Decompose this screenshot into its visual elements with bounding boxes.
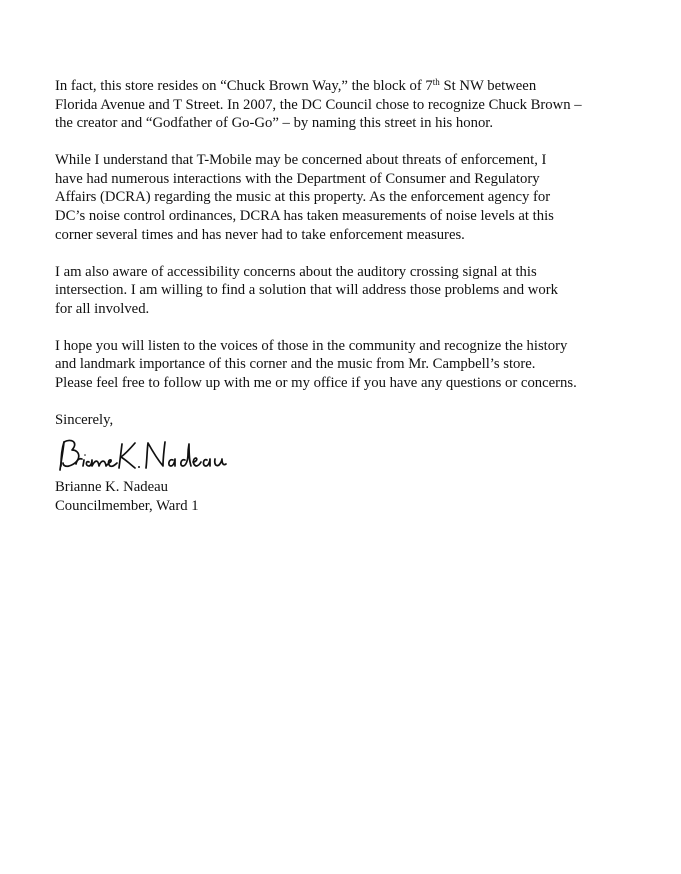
paragraph-enforcement xyxy=(55,151,655,244)
paragraph-line: I hope you will listen to the voices of those in the community and recognize the history xyxy=(55,337,568,354)
paragraph-text: In fact, this store resides on “Chuck Brown Way,” the block of 7 xyxy=(55,78,433,94)
paragraph-line: have had numerous interactions with the Department of Consumer and Regulatory xyxy=(55,170,540,187)
paragraph-line: and landmark importance of this corner and the music from Mr. Campbell’s store. xyxy=(55,356,536,373)
paragraph-request xyxy=(55,337,655,393)
closing-salutation: Sincerely, xyxy=(55,411,114,428)
paragraph-line: the creator and “Godfather of Go-Go” – by naming this street in his honor. xyxy=(55,115,494,132)
signature-block xyxy=(55,478,199,515)
paragraph-line: intersection. I am willing to find a solution that will address those problems and work xyxy=(55,282,558,299)
paragraph-line: Affairs (DCRA) regarding the music at this property. As the enforcement agency for xyxy=(55,189,551,206)
handwritten-signature xyxy=(55,436,245,478)
paragraph-line: corner several times and has never had to take enforcement measures. xyxy=(55,226,465,243)
paragraph-text: St NW between xyxy=(439,78,537,94)
paragraph-chuck-brown-way xyxy=(55,77,655,133)
signer-name: Brianne K. Nadeau xyxy=(55,479,168,495)
paragraph-line: While I understand that T-Mobile may be concerned about threats of enforcement, I xyxy=(55,152,547,169)
letter-body xyxy=(55,77,655,429)
signer-title: Councilmember, Ward 1 xyxy=(55,497,199,514)
paragraph-line: Florida Avenue and T Street. In 2007, the DC Council chose to recognize Chuck Brown – xyxy=(55,96,582,113)
paragraph-line xyxy=(55,77,655,96)
paragraph-line: DC’s noise control ordinances, DCRA has taken measurements of noise levels at this xyxy=(55,207,554,224)
ordinal-suffix: th xyxy=(432,77,440,87)
paragraph-line: for all involved. xyxy=(55,300,150,317)
paragraph-line: Please feel free to follow up with me or my office if you have any questions or concerns. xyxy=(55,374,577,391)
paragraph-line: I am also aware of accessibility concerns about the auditory crossing signal at this xyxy=(55,263,537,280)
paragraph-accessibility xyxy=(55,263,655,319)
